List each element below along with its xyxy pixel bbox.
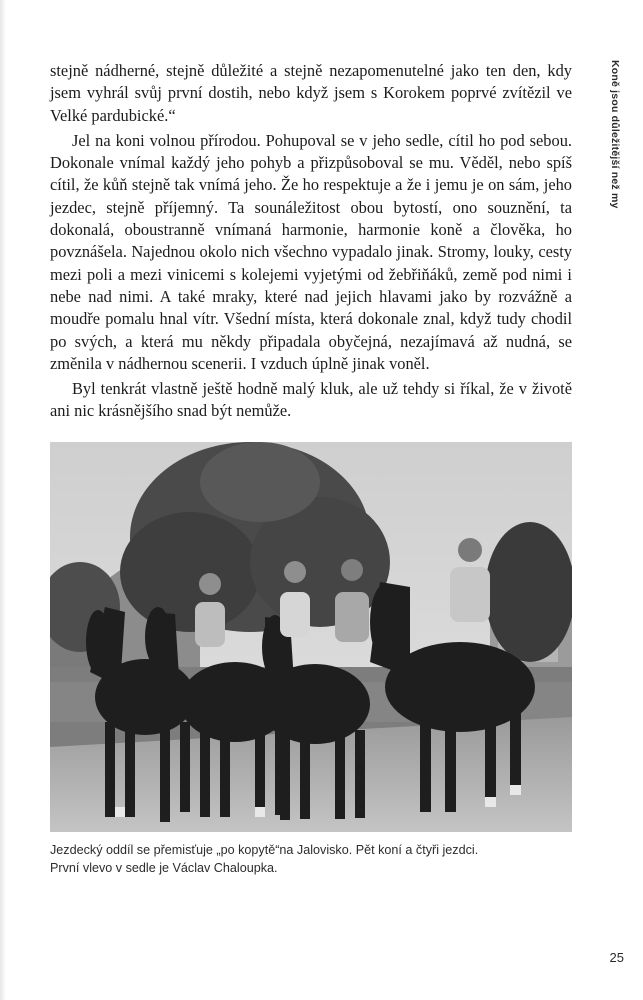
caption-line-2: První vlevo v sedle je Václav Chaloupka. — [50, 861, 278, 875]
caption-line-1: Jezdecký oddíl se přemisťuje „po kopytě“na Jalovisko. Pět koní a čtyři jezdci. — [50, 843, 479, 857]
running-title — [606, 60, 624, 250]
running-title-text: Koně jsou důležitější než my — [609, 60, 621, 209]
photo-caption — [50, 841, 572, 877]
page-number: 25 — [609, 950, 624, 965]
paragraph-3: Byl tenkrát vlastně ještě hodně malý kluk, ale už tehdy si říkal, že v životě ani nic krásnějšího snad být nemůže. — [50, 379, 572, 421]
page-edge-shadow — [0, 0, 6, 1000]
paragraph-1: stejně nádherné, stejně důležité a stejně nezapomenutelné jako ten den, kdy jsem vyhrál svůj první dostih, nebo když jsem s Korokem poprvé zvítězil ve Velké pardubické.“ — [50, 61, 572, 125]
body-text — [50, 60, 572, 423]
paragraph-2: Jel na koni volnou přírodou. Pohupoval se v jeho sedle, cítil ho pod sebou. Dokonale vnímal každý jeho pohyb a přizpůsoboval se mu. Věděl, nebo spíš cítil, že kůň stejně tak vnímá jeho. Že ho respektuje a že i jemu je on sám, jeho jezdec, stejně příjemný. Ta sounáležitost obou bytostí, ono souznění, ta dokonalá, oboustranně vnímaná harmonie, harmonie koně a člověka, ho povznášela. Najednou okolo nich všechno vypadalo jinak. Stromy, louky, cesty mezi poli a mezi vinicemi s kolejemi vyjetými od žebřiňáků, země pod nimi i nebe nad nimi. A také mraky, které nad jejich hlavami jako by rozvážně a moudře pomalu hnal vítr. Všední místa, která dokonale znal, když tudy chodil po svých, a která mu někdy připadala obyčejná, nezajímavá až nudná, se změnila v nádhernou scenerii. I vzduch úplně jinak voněl. — [50, 130, 572, 373]
photo-horses-riders — [50, 442, 572, 832]
